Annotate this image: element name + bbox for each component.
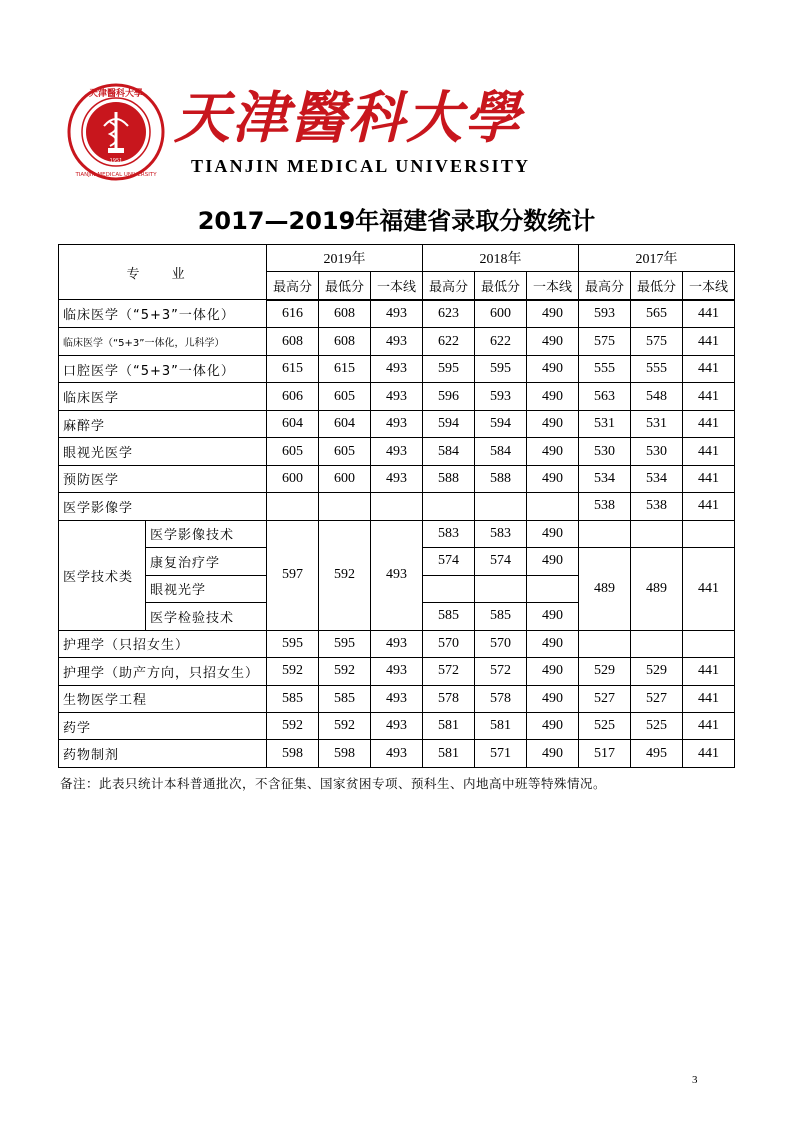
major-name-cell: 临床医学（“5+3”一体化） [59,300,267,328]
score-cell-y2017-max: 531 [579,410,631,437]
score-cell-y2019-line: 493 [371,465,423,492]
table-row [59,328,735,355]
score-cell-y2018-max: 581 [423,712,475,739]
score-cell-y2017-min: 534 [631,465,683,492]
score-cell-y2018-line: 490 [527,658,579,685]
score-cell-y2019-min: 615 [319,355,371,382]
score-cell-y2017-min: 548 [631,383,683,410]
score-cell-y2017-max: 555 [579,355,631,382]
score-cell-y2017-line: 441 [683,712,735,739]
header-max-score: 最高分 [267,272,319,300]
score-cell-y2018-max: 584 [423,438,475,465]
score-cell-y2019-max: 598 [267,740,319,768]
major-name-cell: 眼视光医学 [59,438,267,465]
score-cell-y2018-line: 490 [527,520,579,547]
score-cell-y2018-min: 572 [475,658,527,685]
score-cell-y2017-line: 441 [683,383,735,410]
score-cell-y2018-max: 570 [423,630,475,657]
score-cell-y2017-line: 441 [683,355,735,382]
header-row-years [59,245,735,272]
score-cell-y2019-max [267,493,319,520]
footnote: 备注：此表只统计本科普通批次，不含征集、国家贫困专项、预科生、内地高中班等特殊情况。 [60,776,607,791]
table-row [59,410,735,437]
score-cell-y2019-line: 493 [371,630,423,657]
major-name-cell: 护理学（助产方向，只招女生） [59,658,267,685]
major-name-cell: 药物制剂 [59,740,267,768]
header-min-score: 最低分 [631,272,683,300]
score-cell-y2017-min: 530 [631,438,683,465]
score-cell-y2019-max: 604 [267,410,319,437]
major-column-header: 专 业 [59,245,267,300]
score-cell-y2017-line: 441 [683,685,735,712]
score-cell-y2018-min: 574 [475,548,527,575]
score-cell-y2018-min: 594 [475,410,527,437]
score-cell-y2017-line: 441 [683,493,735,520]
score-cell-y2017-min: 525 [631,712,683,739]
major-name-cell: 口腔医学（“5+3”一体化） [59,355,267,382]
score-cell-y2017-max: 517 [579,740,631,768]
major-name-cell: 预防医学 [59,465,267,492]
score-cell-y2019-min: 585 [319,685,371,712]
score-cell-y2019-max: 592 [267,712,319,739]
svg-text:TIANJIN MEDICAL UNIVERSITY: TIANJIN MEDICAL UNIVERSITY [75,172,157,178]
score-cell-y2017-min [631,520,683,547]
score-cell-y2018-line: 490 [527,548,579,575]
year-header-2017: 2017年 [579,245,735,272]
score-cell-y2018-min: 578 [475,685,527,712]
major-name-cell: 生物医学工程 [59,685,267,712]
svg-text:天津醫科大學: 天津醫科大學 [88,89,144,99]
table-row [59,712,735,739]
score-cell-y2019-min [319,493,371,520]
score-cell-y2017-min: 555 [631,355,683,382]
score-cell-y2018-min [475,575,527,602]
sub-major-name-cell: 眼视光学 [146,575,267,602]
score-cell-y2017-max: 575 [579,328,631,355]
score-cell-y2018-max: 588 [423,465,475,492]
score-cell-y2018-line: 490 [527,685,579,712]
score-cell-y2017-max: 529 [579,658,631,685]
document-title: 2017—2019年福建省录取分数统计 [197,207,596,235]
score-cell-y2018-line: 490 [527,740,579,768]
score-cell-y2018-min: 581 [475,712,527,739]
score-cell-y2019-max: 608 [267,328,319,355]
major-name-cell: 麻醉学 [59,410,267,437]
score-cell-y2019-max: 600 [267,465,319,492]
score-cell-y2019-line: 493 [371,410,423,437]
university-seal-logo [66,82,166,182]
score-cell-y2017-max [579,630,631,657]
score-cell-y2017-max: 593 [579,300,631,328]
score-cell-y2017-line: 441 [683,410,735,437]
score-cell-y2018-max: 623 [423,300,475,328]
score-cell-y2019-min: 595 [319,630,371,657]
table-row [59,520,735,547]
score-cell-y2017-max: 525 [579,712,631,739]
score-cell-y2019-max: 616 [267,300,319,328]
score-cell-y2018-max: 574 [423,548,475,575]
score-cell-y2018-max [423,493,475,520]
score-cell-y2018-min: 571 [475,740,527,768]
score-cell-y2017-line: 441 [683,300,735,328]
score-cell-y2017-max: 563 [579,383,631,410]
university-header [66,82,536,182]
score-cell-y2018-max: 596 [423,383,475,410]
score-cell-y2019-min: 592 [319,658,371,685]
major-name-cell: 临床医学 [59,383,267,410]
table-row [59,493,735,520]
score-cell-y2018-min: 584 [475,438,527,465]
score-cell-y2019-min: 592 [319,520,371,630]
svg-text:1951: 1951 [109,158,123,164]
score-cell-y2017-line: 441 [683,438,735,465]
score-cell-y2019-min: 608 [319,300,371,328]
score-cell-y2017-max: 489 [579,548,631,630]
score-cell-y2017-min: 495 [631,740,683,768]
score-cell-y2018-max: 572 [423,658,475,685]
score-cell-y2019-line: 493 [371,328,423,355]
header-max-score: 最高分 [579,272,631,300]
score-cell-y2019-line: 493 [371,438,423,465]
score-cell-y2017-line: 441 [683,548,735,630]
score-cell-y2017-max: 538 [579,493,631,520]
major-name-cell: 药学 [59,712,267,739]
score-cell-y2019-max: 592 [267,658,319,685]
score-cell-y2017-line: 441 [683,328,735,355]
score-cell-y2019-max: 597 [267,520,319,630]
table-row [59,740,735,768]
header-tier-line: 一本线 [527,272,579,300]
score-cell-y2019-min: 598 [319,740,371,768]
major-name-cell: 临床医学（“5+3”一体化，儿科学） [59,328,267,355]
score-cell-y2017-min: 527 [631,685,683,712]
score-cell-y2018-min [475,493,527,520]
score-cell-y2017-min: 565 [631,300,683,328]
score-cell-y2018-line: 490 [527,465,579,492]
score-cell-y2018-line: 490 [527,712,579,739]
score-cell-y2019-line: 493 [371,383,423,410]
header-tier-line: 一本线 [371,272,423,300]
score-cell-y2018-max: 578 [423,685,475,712]
table-row [59,685,735,712]
sub-major-name-cell: 医学检验技术 [146,603,267,630]
score-cell-y2017-max [579,520,631,547]
score-cell-y2019-min: 592 [319,712,371,739]
score-cell-y2017-line: 441 [683,740,735,768]
score-cell-y2018-min: 600 [475,300,527,328]
score-cell-y2018-line: 490 [527,328,579,355]
score-cell-y2017-min: 531 [631,410,683,437]
score-cell-y2018-max: 594 [423,410,475,437]
score-cell-y2018-line: 490 [527,300,579,328]
score-cell-y2019-line [371,493,423,520]
score-cell-y2018-max: 595 [423,355,475,382]
score-cell-y2019-min: 605 [319,383,371,410]
score-cell-y2018-line [527,493,579,520]
score-cell-y2019-line: 493 [371,300,423,328]
table-row [59,300,735,328]
score-cell-y2018-max [423,575,475,602]
sub-major-name-cell: 康复治疗学 [146,548,267,575]
year-header-2019: 2019年 [267,245,423,272]
score-cell-y2019-line: 493 [371,685,423,712]
header-min-score: 最低分 [475,272,527,300]
score-cell-y2018-max: 583 [423,520,475,547]
score-cell-y2019-max: 605 [267,438,319,465]
score-cell-y2019-max: 606 [267,383,319,410]
sub-major-name-cell: 医学影像技术 [146,520,267,547]
score-cell-y2019-line: 493 [371,740,423,768]
score-cell-y2018-min: 585 [475,603,527,630]
score-cell-y2017-max: 530 [579,438,631,465]
score-cell-y2018-line: 490 [527,355,579,382]
score-cell-y2019-line: 493 [371,712,423,739]
score-cell-y2018-max: 581 [423,740,475,768]
score-cell-y2017-min: 489 [631,548,683,630]
university-name-english: TIANJIN MEDICAL UNIVERSITY [191,156,531,176]
score-cell-y2018-line: 490 [527,603,579,630]
score-cell-y2019-line: 493 [371,520,423,630]
score-cell-y2018-line: 490 [527,438,579,465]
score-cell-y2019-min: 605 [319,438,371,465]
admission-score-table [58,244,735,768]
score-cell-y2018-line: 490 [527,383,579,410]
score-cell-y2019-min: 604 [319,410,371,437]
university-name-chinese: 天津醫科大學 [174,85,522,151]
score-cell-y2018-min: 622 [475,328,527,355]
score-cell-y2017-line [683,630,735,657]
page-number: 3 [692,1074,698,1086]
score-cell-y2019-line: 493 [371,355,423,382]
score-cell-y2017-max: 534 [579,465,631,492]
table-row [59,355,735,382]
score-cell-y2018-min: 583 [475,520,527,547]
score-cell-y2018-line: 490 [527,630,579,657]
score-cell-y2018-min: 593 [475,383,527,410]
major-group-cell: 医学技术类 [59,520,146,630]
score-cell-y2019-min: 600 [319,465,371,492]
score-cell-y2017-max: 527 [579,685,631,712]
table-row [59,383,735,410]
header-max-score: 最高分 [423,272,475,300]
year-header-2018: 2018年 [423,245,579,272]
score-cell-y2018-min: 588 [475,465,527,492]
score-cell-y2019-line: 493 [371,658,423,685]
score-cell-y2017-min [631,630,683,657]
score-cell-y2018-min: 570 [475,630,527,657]
score-cell-y2017-line [683,520,735,547]
score-cell-y2018-max: 585 [423,603,475,630]
table-row [59,658,735,685]
score-cell-y2017-line: 441 [683,658,735,685]
score-cell-y2018-max: 622 [423,328,475,355]
table-row [59,465,735,492]
header-min-score: 最低分 [319,272,371,300]
score-cell-y2017-min: 529 [631,658,683,685]
score-cell-y2019-max: 615 [267,355,319,382]
table-row [59,438,735,465]
header-tier-line: 一本线 [683,272,735,300]
score-cell-y2018-line [527,575,579,602]
score-cell-y2017-min: 575 [631,328,683,355]
score-cell-y2019-min: 608 [319,328,371,355]
major-name-cell: 医学影像学 [59,493,267,520]
score-cell-y2018-line: 490 [527,410,579,437]
score-cell-y2017-min: 538 [631,493,683,520]
major-name-cell: 护理学（只招女生） [59,630,267,657]
score-cell-y2018-min: 595 [475,355,527,382]
score-cell-y2019-max: 595 [267,630,319,657]
score-cell-y2019-max: 585 [267,685,319,712]
score-cell-y2017-line: 441 [683,465,735,492]
table-row [59,630,735,657]
